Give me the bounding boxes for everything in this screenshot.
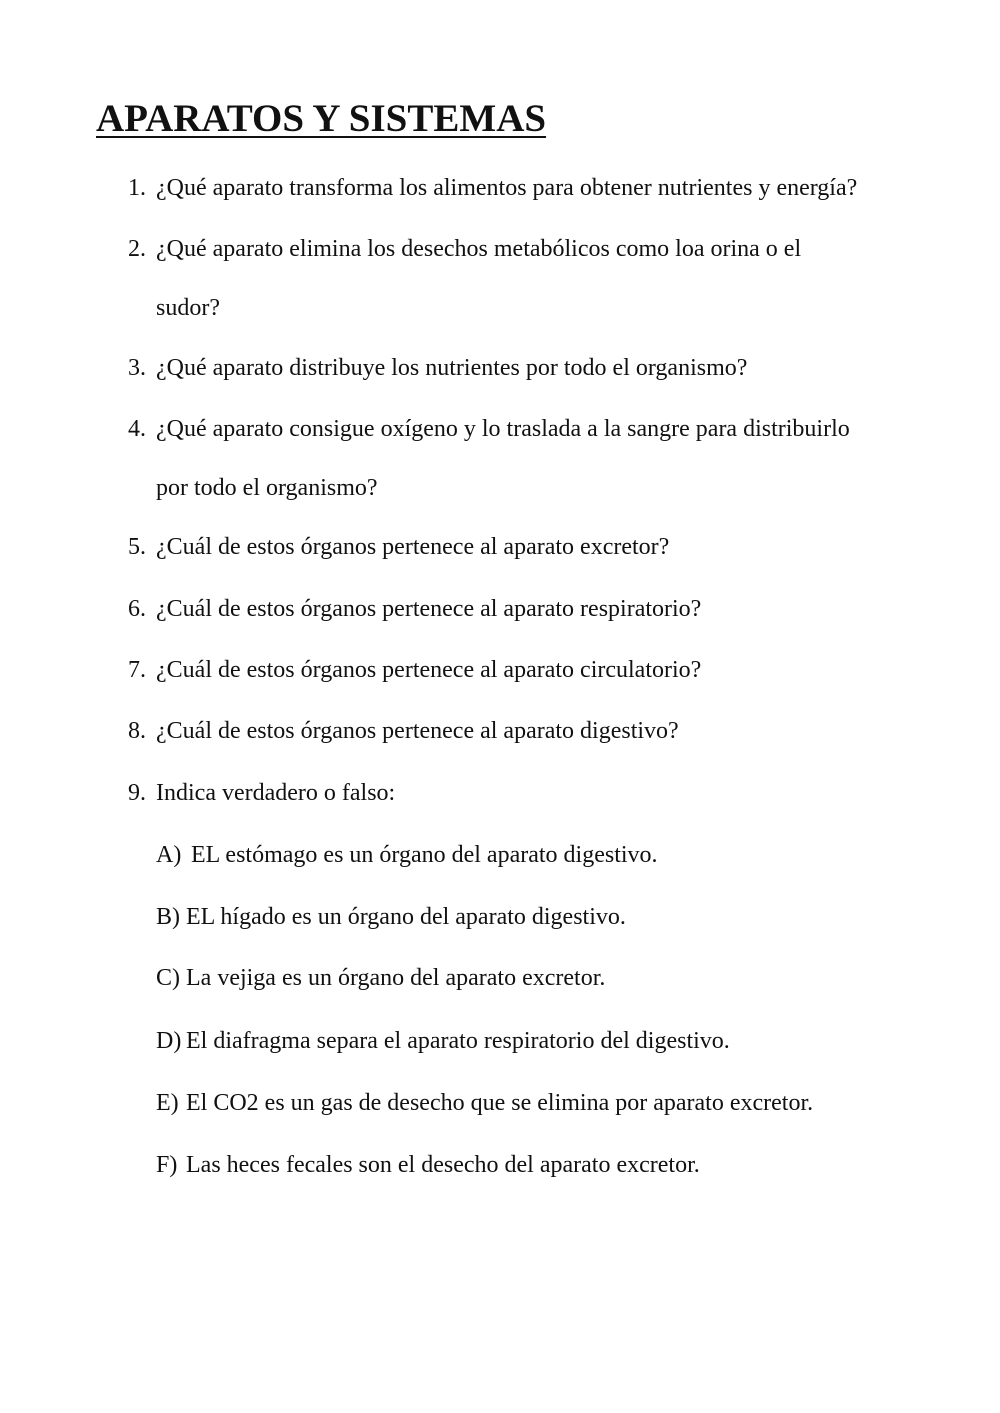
question-text: ¿Cuál de estos órganos pertenece al aparato excretor? bbox=[156, 534, 670, 560]
question-number: 5. bbox=[128, 534, 146, 560]
question-text: ¿Qué aparato elimina los desechos metabólicos como loa orina o el bbox=[156, 236, 802, 262]
statement-text: EL estómago es un órgano del aparato digestivo. bbox=[191, 842, 658, 868]
question-text-continued: por todo el organismo? bbox=[156, 475, 378, 501]
statement-text: La vejiga es un órgano del aparato excretor. bbox=[186, 965, 606, 991]
true-false-statement bbox=[156, 1026, 730, 1056]
page-title: APARATOS Y SISTEMAS bbox=[96, 97, 547, 140]
statement-text: Las heces fecales son el desecho del aparato excretor. bbox=[186, 1152, 700, 1178]
question-number: 3. bbox=[128, 355, 146, 381]
true-false-statement bbox=[156, 963, 605, 993]
question-text: ¿Qué aparato transforma los alimentos para obtener nutrientes y energía? bbox=[156, 175, 858, 201]
statement-text: El diafragma separa el aparato respiratorio del digestivo. bbox=[186, 1028, 730, 1054]
true-false-statement bbox=[156, 1088, 813, 1118]
question-number: 8. bbox=[128, 718, 146, 744]
true-false-statement bbox=[156, 840, 658, 870]
true-false-statement bbox=[156, 902, 626, 932]
question-text: ¿Cuál de estos órganos pertenece al aparato digestivo? bbox=[156, 718, 679, 744]
question-text-continued: sudor? bbox=[156, 295, 220, 321]
question-number: 6. bbox=[128, 596, 146, 622]
question-text: ¿Qué aparato distribuye los nutrientes por todo el organismo? bbox=[156, 355, 748, 381]
question-number: 4. bbox=[128, 416, 146, 442]
statement-letter: E) bbox=[156, 1090, 179, 1116]
statement-letter: C) bbox=[156, 965, 180, 991]
statement-letter: A) bbox=[156, 842, 182, 868]
question-text: ¿Cuál de estos órganos pertenece al aparato respiratorio? bbox=[156, 596, 702, 622]
question-text: Indica verdadero o falso: bbox=[156, 780, 396, 806]
true-false-statement bbox=[156, 1150, 700, 1180]
statement-letter: F) bbox=[156, 1152, 178, 1178]
question-text: ¿Cuál de estos órganos pertenece al aparato circulatorio? bbox=[156, 657, 702, 683]
statement-letter: D) bbox=[156, 1028, 182, 1054]
question-number: 1. bbox=[128, 175, 146, 201]
statement-letter: B) bbox=[156, 904, 180, 930]
question-number: 9. bbox=[128, 780, 146, 806]
question-text: ¿Qué aparato consigue oxígeno y lo traslada a la sangre para distribuirlo bbox=[156, 416, 850, 442]
statement-text: El CO2 es un gas de desecho que se elimina por aparato excretor. bbox=[186, 1090, 814, 1116]
question-number: 7. bbox=[128, 657, 146, 683]
question-number: 2. bbox=[128, 236, 146, 262]
statement-text: EL hígado es un órgano del aparato digestivo. bbox=[186, 904, 626, 930]
